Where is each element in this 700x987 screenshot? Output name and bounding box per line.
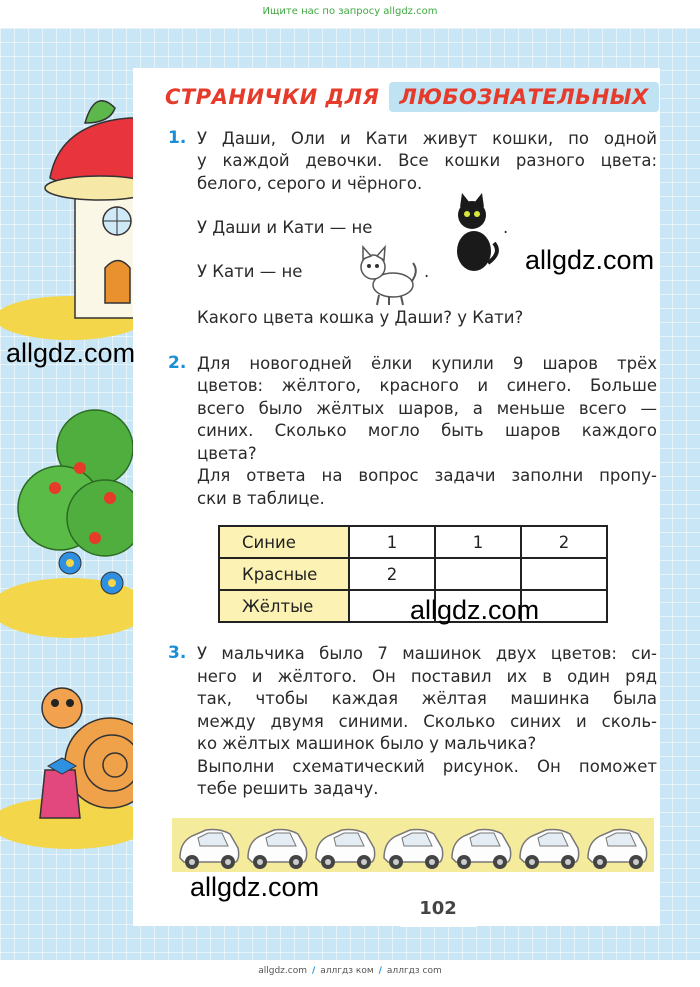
task1-number: 1.: [168, 128, 187, 148]
header-title-part1: СТРАНИЧКИ ДЛЯ: [165, 85, 380, 109]
car-icon: [588, 830, 647, 870]
row-label-red: Красные: [219, 558, 349, 590]
table-cell[interactable]: 2: [521, 526, 607, 558]
task1-line: у каждой девочки. Все кошки разного цвета:: [197, 151, 657, 170]
table-cell[interactable]: 2: [349, 558, 435, 590]
car-icon: [316, 830, 375, 870]
car-icon: [180, 830, 239, 870]
watermark: allgdz.com: [410, 595, 540, 625]
black-cat-icon: [450, 193, 500, 273]
task3-line: ко жёлтых машинок было у мальчика?: [197, 734, 537, 753]
task2-line: ски в таблице.: [197, 489, 325, 508]
table-cell[interactable]: [435, 558, 521, 590]
page-number: 102: [400, 893, 476, 927]
task2-line: всего было жёлтых шаров, а меньше всего —: [197, 399, 657, 418]
table-cell[interactable]: [521, 558, 607, 590]
task3-line: между двумя синими. Сколько синих и сколь-: [197, 712, 657, 731]
watermark: allgdz.com: [525, 245, 655, 275]
task3-line: тебе решить задачу.: [197, 779, 379, 798]
task1-line: У Даши, Оли и Кати живут кошки, по одной: [197, 129, 657, 148]
watermark: allgdz.com: [6, 338, 136, 368]
top-note: Ищите нас по запросу allgdz.com: [262, 6, 438, 17]
white-cat-icon: [357, 245, 419, 307]
left-illustrations: [0, 28, 140, 960]
table-cell[interactable]: 1: [435, 526, 521, 558]
header-title-part2: ЛЮБОЗНАТЕЛЬНЫХ: [389, 82, 658, 112]
tree-icon: [0, 410, 140, 638]
row-label-yellow: Жёлтые: [219, 590, 349, 622]
task1-condition1-end: .: [503, 218, 509, 237]
task1-condition2-end: .: [424, 262, 430, 281]
cars-row: [172, 818, 654, 872]
task2-line: Для новогодней ёлки купили 9 шаров трёх: [197, 354, 657, 373]
task3-line: так, чтобы каждая жёлтая машинка была: [197, 689, 657, 708]
mushroom-house-icon: [0, 101, 140, 340]
task1-condition1: У Даши и Кати — не: [197, 218, 373, 237]
task3-line: него и жёлтого. Он поставил их в один ряд: [197, 667, 657, 686]
task2-line: цветов: жёлтого, красного и синего. Больше: [197, 376, 657, 395]
task3-number: 3.: [168, 643, 187, 663]
footer-separator: /: [378, 966, 382, 976]
table-cell[interactable]: 1: [349, 526, 435, 558]
watermark: allgdz.com: [190, 872, 320, 902]
cars-strip: [172, 818, 654, 872]
footer: [0, 966, 700, 976]
footer-link[interactable]: allgdz.com: [258, 966, 307, 976]
task3-line: У мальчика было 7 машинок двух цветов: си-: [197, 644, 657, 663]
task2-number: 2.: [168, 353, 187, 373]
car-icon: [520, 830, 579, 870]
right-decor: [660, 28, 700, 960]
footer-text: аллгдз ком: [320, 966, 374, 976]
task1-condition2: У Кати — не: [197, 262, 303, 281]
car-icon: [248, 830, 307, 870]
task2-line: Для ответа на вопрос задачи заполни пропу-: [197, 466, 657, 485]
task2-line: цвета?: [197, 444, 257, 463]
table-row: [219, 558, 607, 590]
task2-line: синих. Сколько могло быть шаров каждого: [197, 421, 657, 440]
car-icon: [384, 830, 443, 870]
snail-icon: [0, 688, 140, 849]
footer-separator: /: [311, 966, 316, 976]
footer-text: аллгдз com: [386, 966, 442, 976]
car-icon: [452, 830, 511, 870]
table-row: [219, 526, 607, 558]
section-header: [165, 80, 659, 114]
task1-line: белого, серого и чёрного.: [197, 174, 423, 193]
task1-question: Какого цвета кошка у Даши? у Кати?: [197, 308, 524, 327]
row-label-blue: Синие: [219, 526, 349, 558]
task3-line: Выполни схематический рисунок. Он поможет: [197, 757, 657, 776]
